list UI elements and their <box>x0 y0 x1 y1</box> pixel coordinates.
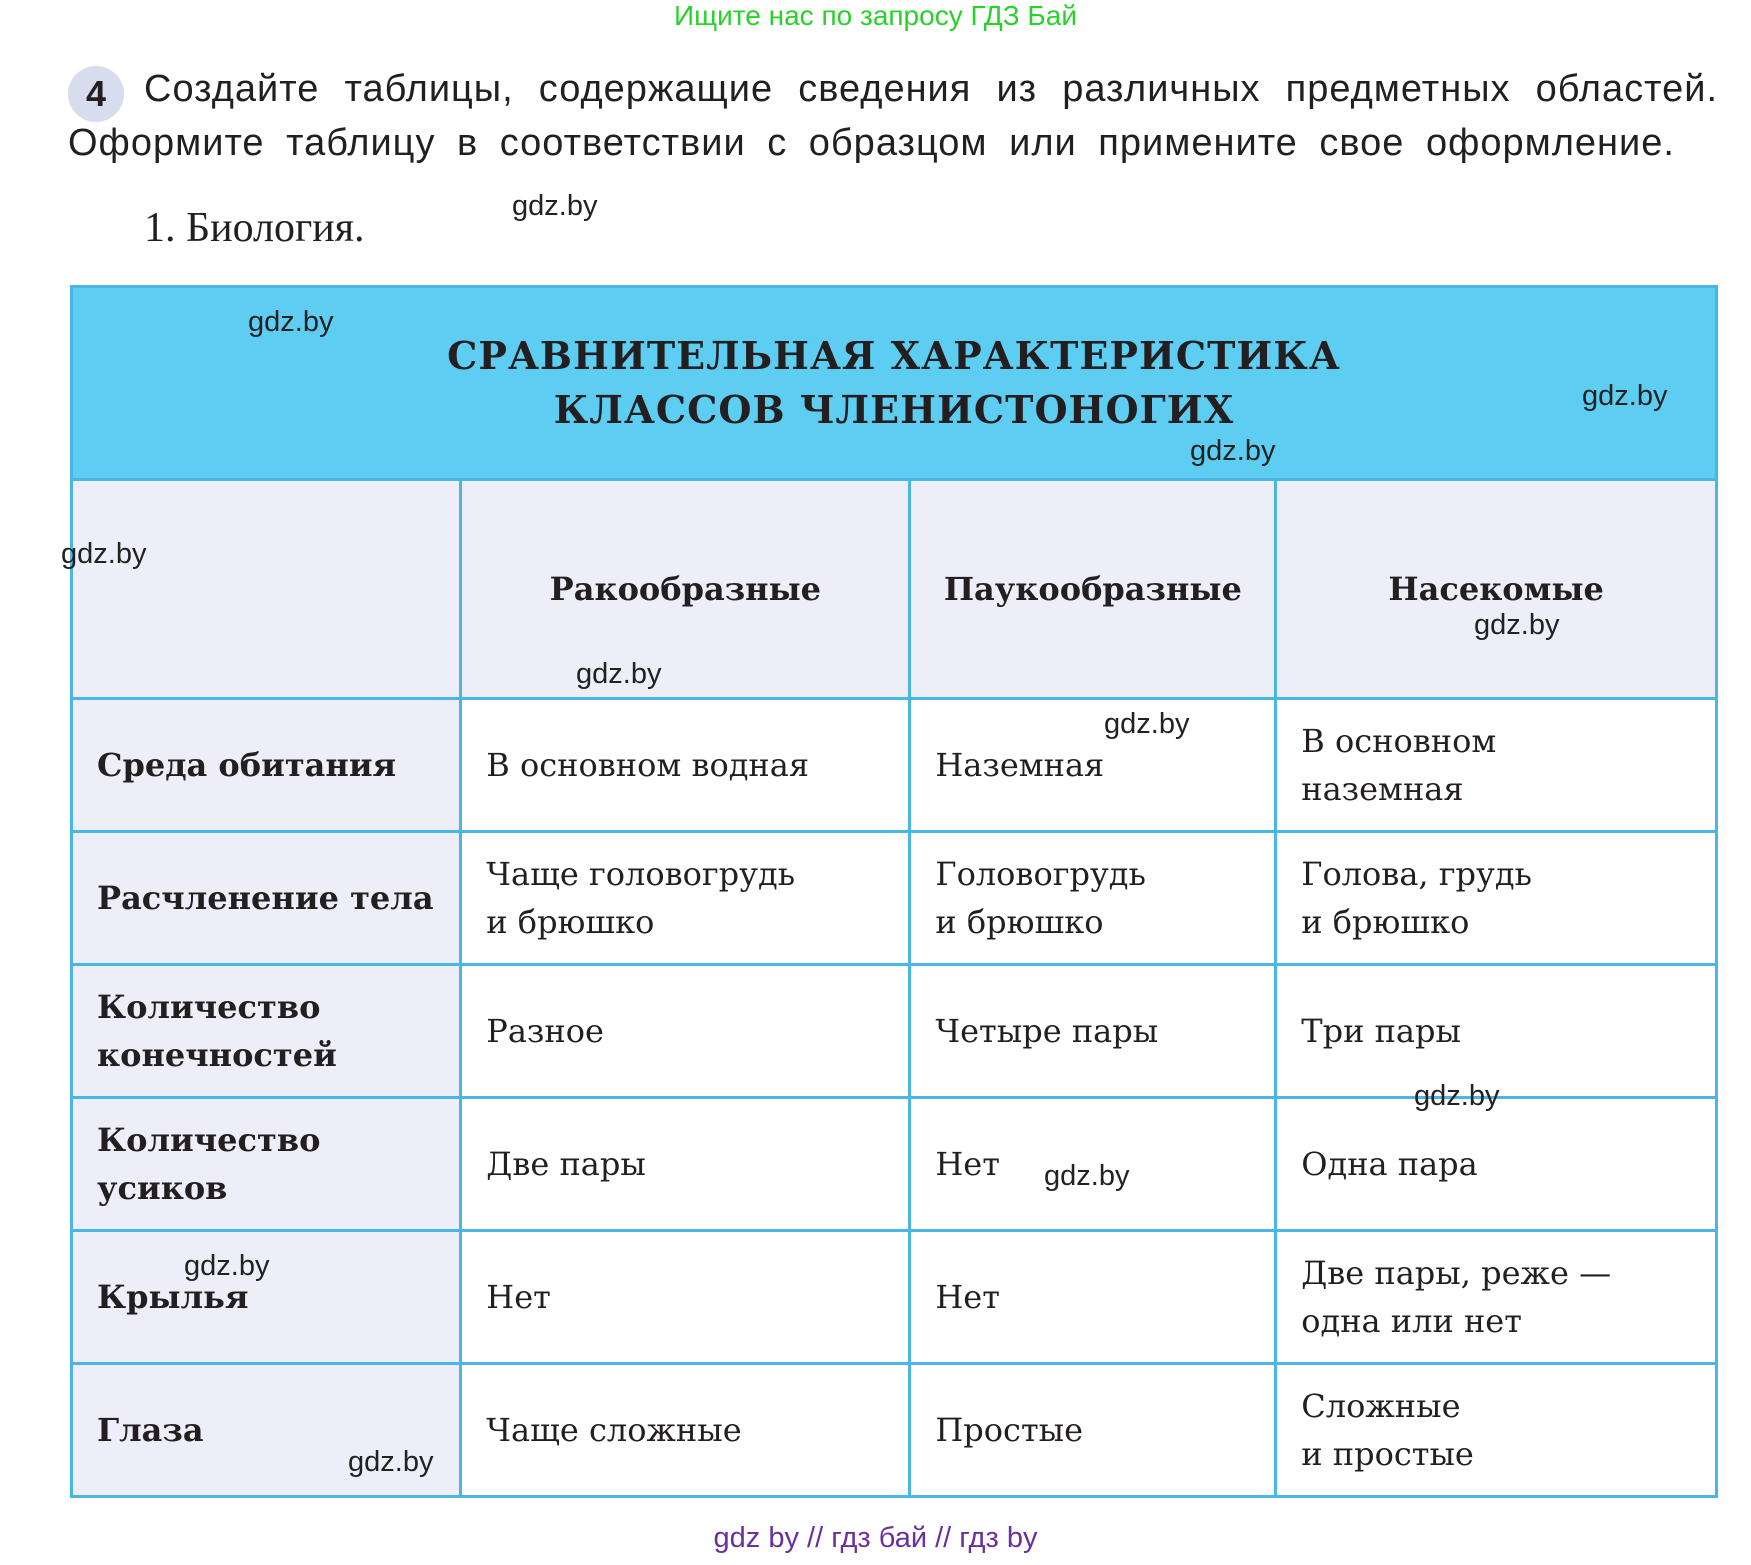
table-row <box>72 1231 1717 1364</box>
row-label-line: Крылья <box>97 1278 249 1316</box>
watermark: gdz.by <box>1474 609 1560 641</box>
table-cell <box>910 832 1276 965</box>
cell-line: Две пары, реже — <box>1301 1254 1612 1292</box>
row-label <box>72 832 461 965</box>
cell-line: и брюшко <box>935 903 1104 941</box>
comparison-table <box>70 285 1718 1498</box>
table-cell <box>461 1231 910 1364</box>
cell-line: Две пары <box>486 1145 646 1183</box>
row-label-line: Количество <box>97 988 321 1026</box>
cell-line: и брюшко <box>1301 903 1470 941</box>
table-cell <box>1276 1364 1717 1497</box>
cell-line: Голова, грудь <box>1301 855 1532 893</box>
table-cell <box>461 699 910 832</box>
table-cell <box>1276 832 1717 965</box>
table-row <box>72 832 1717 965</box>
table-title-line-2: КЛАССОВ ЧЛЕНИСТОНОГИХ <box>553 387 1235 432</box>
watermark: gdz.by <box>1190 435 1276 467</box>
table-row <box>72 1098 1717 1231</box>
cell-line: Чаще сложные <box>486 1411 742 1449</box>
watermark: gdz.by <box>184 1250 270 1282</box>
column-header: Ракообразные <box>461 480 910 699</box>
table-cell <box>461 1364 910 1497</box>
cell-line: Разное <box>486 1012 604 1050</box>
watermark: gdz.by <box>1582 380 1668 412</box>
watermark: gdz.by <box>348 1446 434 1478</box>
column-header: Насекомые <box>1276 480 1717 699</box>
row-label-line: усиков <box>97 1169 228 1207</box>
cell-line: Одна пара <box>1301 1145 1478 1183</box>
watermark: gdz.by <box>1044 1160 1130 1192</box>
table-row <box>72 1364 1717 1497</box>
watermark: gdz.by <box>1104 708 1190 740</box>
table-cell <box>910 1231 1276 1364</box>
row-label <box>72 965 461 1098</box>
task-text-line-2: Оформите таблицу в соответствии с образцом или примените свое оформление. <box>68 122 1675 164</box>
table-cell <box>1276 965 1717 1098</box>
cell-line: и брюшко <box>486 903 655 941</box>
section-title: 1. Биология. <box>144 205 365 251</box>
cell-line: Три пары <box>1301 1012 1461 1050</box>
watermark: gdz.by <box>248 306 334 338</box>
table-cell <box>461 1098 910 1231</box>
row-label <box>72 1098 461 1231</box>
task-header <box>68 62 1718 170</box>
table-title-line-1: СРАВНИТЕЛЬНАЯ ХАРАКТЕРИСТИКА <box>447 333 1341 378</box>
cell-line: Нет <box>935 1278 1000 1316</box>
cell-line: одна или нет <box>1301 1302 1522 1340</box>
row-label-line: Количество <box>97 1121 321 1159</box>
watermark: gdz.by <box>61 538 147 570</box>
cell-line: В основном <box>1301 722 1497 760</box>
cell-line: Четыре пары <box>935 1012 1159 1050</box>
cell-line: Нет <box>935 1145 1000 1183</box>
column-header: Паукообразные <box>910 480 1276 699</box>
cell-line: Чаще головогрудь <box>486 855 796 893</box>
table-cell <box>910 1364 1276 1497</box>
cell-line: наземная <box>1301 770 1464 808</box>
table-cell <box>1276 1231 1717 1364</box>
table-header-row <box>72 480 1717 699</box>
row-label-line: Расчленение тела <box>97 879 434 917</box>
search-banner: Ищите нас по запросу ГДЗ Бай <box>673 0 1078 31</box>
cell-line: Головогрудь <box>935 855 1146 893</box>
table-row <box>72 699 1717 832</box>
cell-line: Простые <box>935 1411 1084 1449</box>
table-cell <box>461 832 910 965</box>
row-label <box>72 699 461 832</box>
table-cell <box>910 965 1276 1098</box>
table-cell <box>461 965 910 1098</box>
table-cell <box>910 699 1276 832</box>
cell-line: В основном водная <box>486 746 810 784</box>
cell-line: и простые <box>1301 1435 1474 1473</box>
table-cell <box>1276 1098 1717 1231</box>
row-label-line: Глаза <box>97 1411 204 1449</box>
table-row <box>72 965 1717 1098</box>
watermark: gdz.by <box>576 658 662 690</box>
task-number-badge: 4 <box>68 66 124 122</box>
task-text-line-1: Создайте таблицы, содержащие сведения из различных предметных областей. <box>144 68 1718 110</box>
table-cell <box>1276 699 1717 832</box>
footer-links: gdz by // гдз бай // гдз by <box>713 1522 1038 1554</box>
cell-line: Сложные <box>1301 1387 1461 1425</box>
watermark: gdz.by <box>512 190 598 222</box>
cell-line: Нет <box>486 1278 551 1316</box>
task-text <box>68 62 1718 170</box>
header-empty-cell <box>72 480 461 699</box>
row-label-line: Среда обитания <box>97 746 397 784</box>
row-label-line: конечностей <box>97 1036 337 1074</box>
cell-line: Наземная <box>935 746 1105 784</box>
watermark: gdz.by <box>1414 1080 1500 1112</box>
